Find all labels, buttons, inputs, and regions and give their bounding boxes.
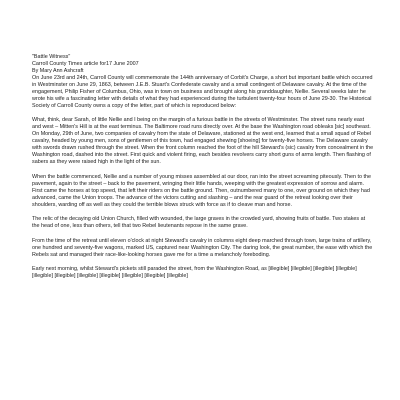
article-title: "Battle Witness" [32,54,71,60]
article-byline: By Mary Ann Ashcraft [32,68,84,74]
paragraph-letter-2: When the battle commenced, Nellie and a number of young misses assembled at our door, ran into the street screaming piteously. Then to the pavement, again to the street – back to the pavement, wringing their little hands, weeping with the greatest expression of sorrow and alarm. First came the horses at top speed, that left their riders on the battle ground. Then, outnumbered many to one, over ground on which they had advanced, came the Union troops. The advance of the victors cutting and slashing – and the rear guard of the retreat looking over their shoulders, warding off as well as they could the terrible blows struck with force as if to cleave man and horse. [32,173,371,208]
paragraph-letter-1: What, think, dear Sarah, of little Nellie and I being on the margin of a furious battle in the streets of Westminster. The street runs nearly east and west – Mitten's Hill is at the east terminus. The Baltimore road runs directly over. At the base the Washington road obleaks [sic] southeast. On Monday, 29th of June, two companies of cavalry from the state of Delaware, stationed at the west end, learned that a small squad of Rebel cavalry, headed by young men, sons of gentlemen of this town, had engaged shewing [shoeing] for twenty-five horses. The Delaware cavalry with swords drawn rushed through the street. When the front column reached the foot of the hill Steward's (sic) cavalry from concealment in the Washington road, dashed into the street. First quick and violent firing, each besides revolvers carry short guns of arms length. Then flashing of sabers as they were raised high in the light of the sun. [32,117,374,166]
paragraph-letter-4: From the time of the retreat until eleven o'clock at night Steward's cavalry in columns eight deep marched through town, large trains of artillery, one hundred and seventy-five wagons, marked US, captured near Washington City. The daring look, the great number, the ease with which the Rebels sat and managed their race-like-looking horses gave me for a time a melancholy foreboding. [32,237,373,258]
paragraph-intro: On June 23rd and 24th, Carroll County will commemorate the 144th anniversary of Corbit's Charge, a short but important battle which occurred in Westminster on June 29, 1863, between J.E.B. Stuart's Confederate cavalry and a small contingent of Delaware cavalry. At the time of the engagement, Philip Fisher of Columbus, Ohio, was in town on business and brought along his granddaughter, Nellie. Several weeks later he wrote his wife a fascinating letter with details of what they had experienced during the turbulent twenty-four hours of June 29-30. The Historical Society of Carroll County owns a copy of the letter, part of which is reproduced below: [32,75,373,109]
paragraph-letter-5: Early next morning, whilst Steward's pickets still paraded the street, from the Washington Road, as [illegible] [illegible] [illegible] [illegible] [illegible] [illegible] [illegible] [illegible] [illegible] [illegible] [illegible] [32,265,357,279]
article-source: Carroll County Times article for17 June 2007 [32,61,139,67]
paragraph-letter-3: The relic of the decaying old Union Church, filled with wounded, the large graves in the crowded yard, showing fruits of battle. Two stakes at the head of one, less than others, tell that two Rebel lieutenants repose in the same grave. [32,216,366,230]
article-body [32,54,374,287]
article-header [32,54,374,75]
